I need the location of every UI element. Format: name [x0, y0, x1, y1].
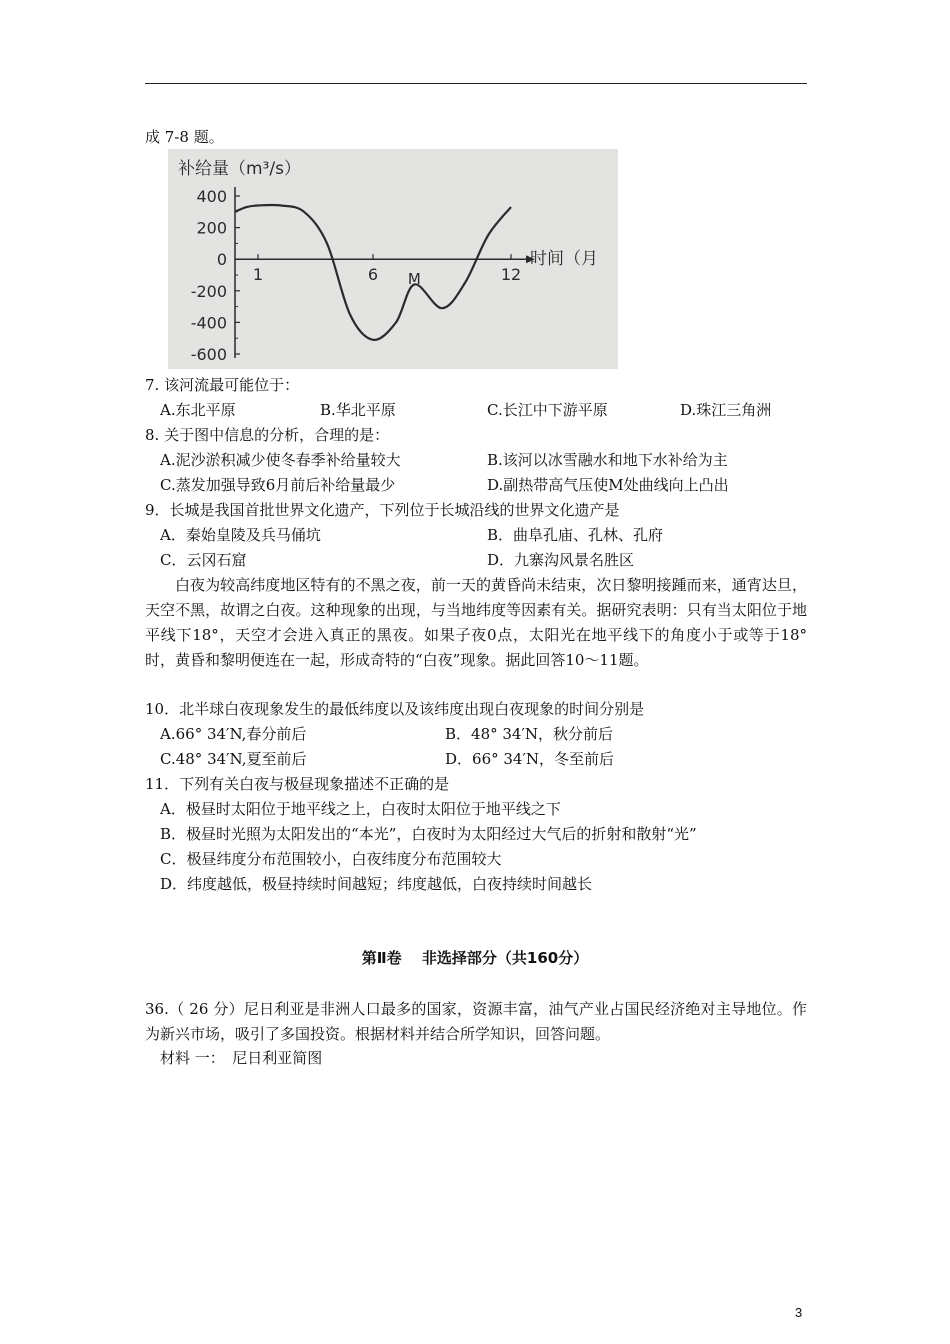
q8-option-a: A.泥沙淤积减少使冬春季补给量较大 [160, 451, 401, 469]
q11-option-d: D．纬度越低，极昼持续时间越短；纬度越低，白夜持续时间越长 [160, 875, 593, 893]
x-tick-label: 1 [252, 265, 264, 285]
y-tick-label: 400 [196, 187, 227, 206]
q9-option-d: D．九寨沟风景名胜区 [487, 551, 635, 569]
recharge-chart-svg [168, 149, 618, 369]
q9-option-a: A．秦始皇陵及兵马俑坑 [160, 526, 321, 544]
y-tick-label: -400 [190, 313, 227, 333]
recharge-chart [168, 149, 618, 369]
q36-stem: 36.（ 26 分）尼日利亚是非洲人口最多的国家，资源丰富，油气产业占国民经济绝对主导地位。作为新兴市场，吸引了多国投资。根据材料并结合所学知识，回答问题。 [145, 1000, 807, 1043]
y-axis-title: 补给量（m³/s） [178, 159, 301, 179]
q10-stem: 10．北半球白夜现象发生的最低纬度以及该纬度出现白夜现象的时间分别是 [145, 700, 645, 718]
q10-option-d: D．66° 34′N，冬至前后 [445, 750, 614, 768]
q8-option-d: D.副热带高气压使M处曲线向上凸出 [487, 476, 729, 494]
page-number: 3 [795, 1305, 803, 1320]
intro-line: 成 7-8 题。 [145, 128, 224, 146]
y-tick-label: -600 [190, 345, 227, 364]
section-title: 第Ⅱ卷 非选择部分（共160分） [361, 949, 589, 967]
x-axis-title: 时间（月 [530, 249, 598, 270]
material-label: 材料 一： 尼日利亚简图 [160, 1049, 323, 1067]
q8-stem: 8. 关于图中信息的分析，合理的是： [145, 426, 390, 444]
y-tick-label: 200 [196, 218, 227, 238]
q11-stem: 11．下列有关白夜与极昼现象描述不正确的是 [145, 775, 450, 793]
q11-option-a: A．极昼时太阳位于地平线之上，白夜时太阳位于地平线之下 [160, 800, 561, 818]
x-tick-label: 6 [367, 265, 379, 285]
q8-option-b: B.该河以冰雪融水和地下水补给为主 [487, 451, 728, 469]
q9-option-c: C．云冈石窟 [160, 551, 247, 569]
q7-option-c: C.长江中下游平原 [487, 401, 608, 419]
q8-option-c: C.蒸发加强导致6月前后补给量最少 [160, 476, 396, 494]
q7-option-a: A.东北平原 [160, 401, 236, 419]
q10-option-c: C.48° 34′N,夏至前后 [160, 750, 307, 768]
y-tick-label: -200 [190, 281, 227, 301]
q7-option-b: B.华北平原 [320, 401, 396, 419]
q9-option-b: B．曲阜孔庙、孔林、孔府 [487, 526, 664, 544]
q11-option-b: B．极昼时光照为太阳发出的“本光”，白夜时为太阳经过大气后的折射和散射“光” [160, 825, 697, 843]
q7-stem: 7. 该河流最可能位于： [145, 376, 300, 394]
x-tick-label: M [407, 270, 421, 289]
header-rule [145, 83, 807, 84]
y-tick-label: 0 [216, 250, 227, 270]
x-tick-label: 12 [500, 265, 522, 285]
q10-option-a: A.66° 34′N,春分前后 [160, 725, 307, 743]
q10-option-b: B．48° 34′N，秋分前后 [445, 725, 613, 743]
q9-stem: 9．长城是我国首批世界文化遗产，下列位于长城沿线的世界文化遗产是 [145, 501, 620, 519]
q7-option-d: D.珠江三角洲 [680, 401, 772, 419]
q11-option-c: C．极昼纬度分布范围较小，白夜纬度分布范围较大 [160, 850, 502, 868]
white-night-passage: 白夜为较高纬度地区特有的不黑之夜，前一天的黄昏尚未结束，次日黎明接踵而来，通宵达旦，天空不黑，故谓之白夜。这种现象的出现，与当地纬度等因素有关。据研究表明：只有当太阳位于地平线下18°，天空才会进入真正的黑夜。如果子夜0点，太阳光在地平线下的角度小于或等于18°时，黄昏和黎明便连在一起，形成奇特的“白夜”现象。据此回答10～11题。 [145, 576, 807, 669]
